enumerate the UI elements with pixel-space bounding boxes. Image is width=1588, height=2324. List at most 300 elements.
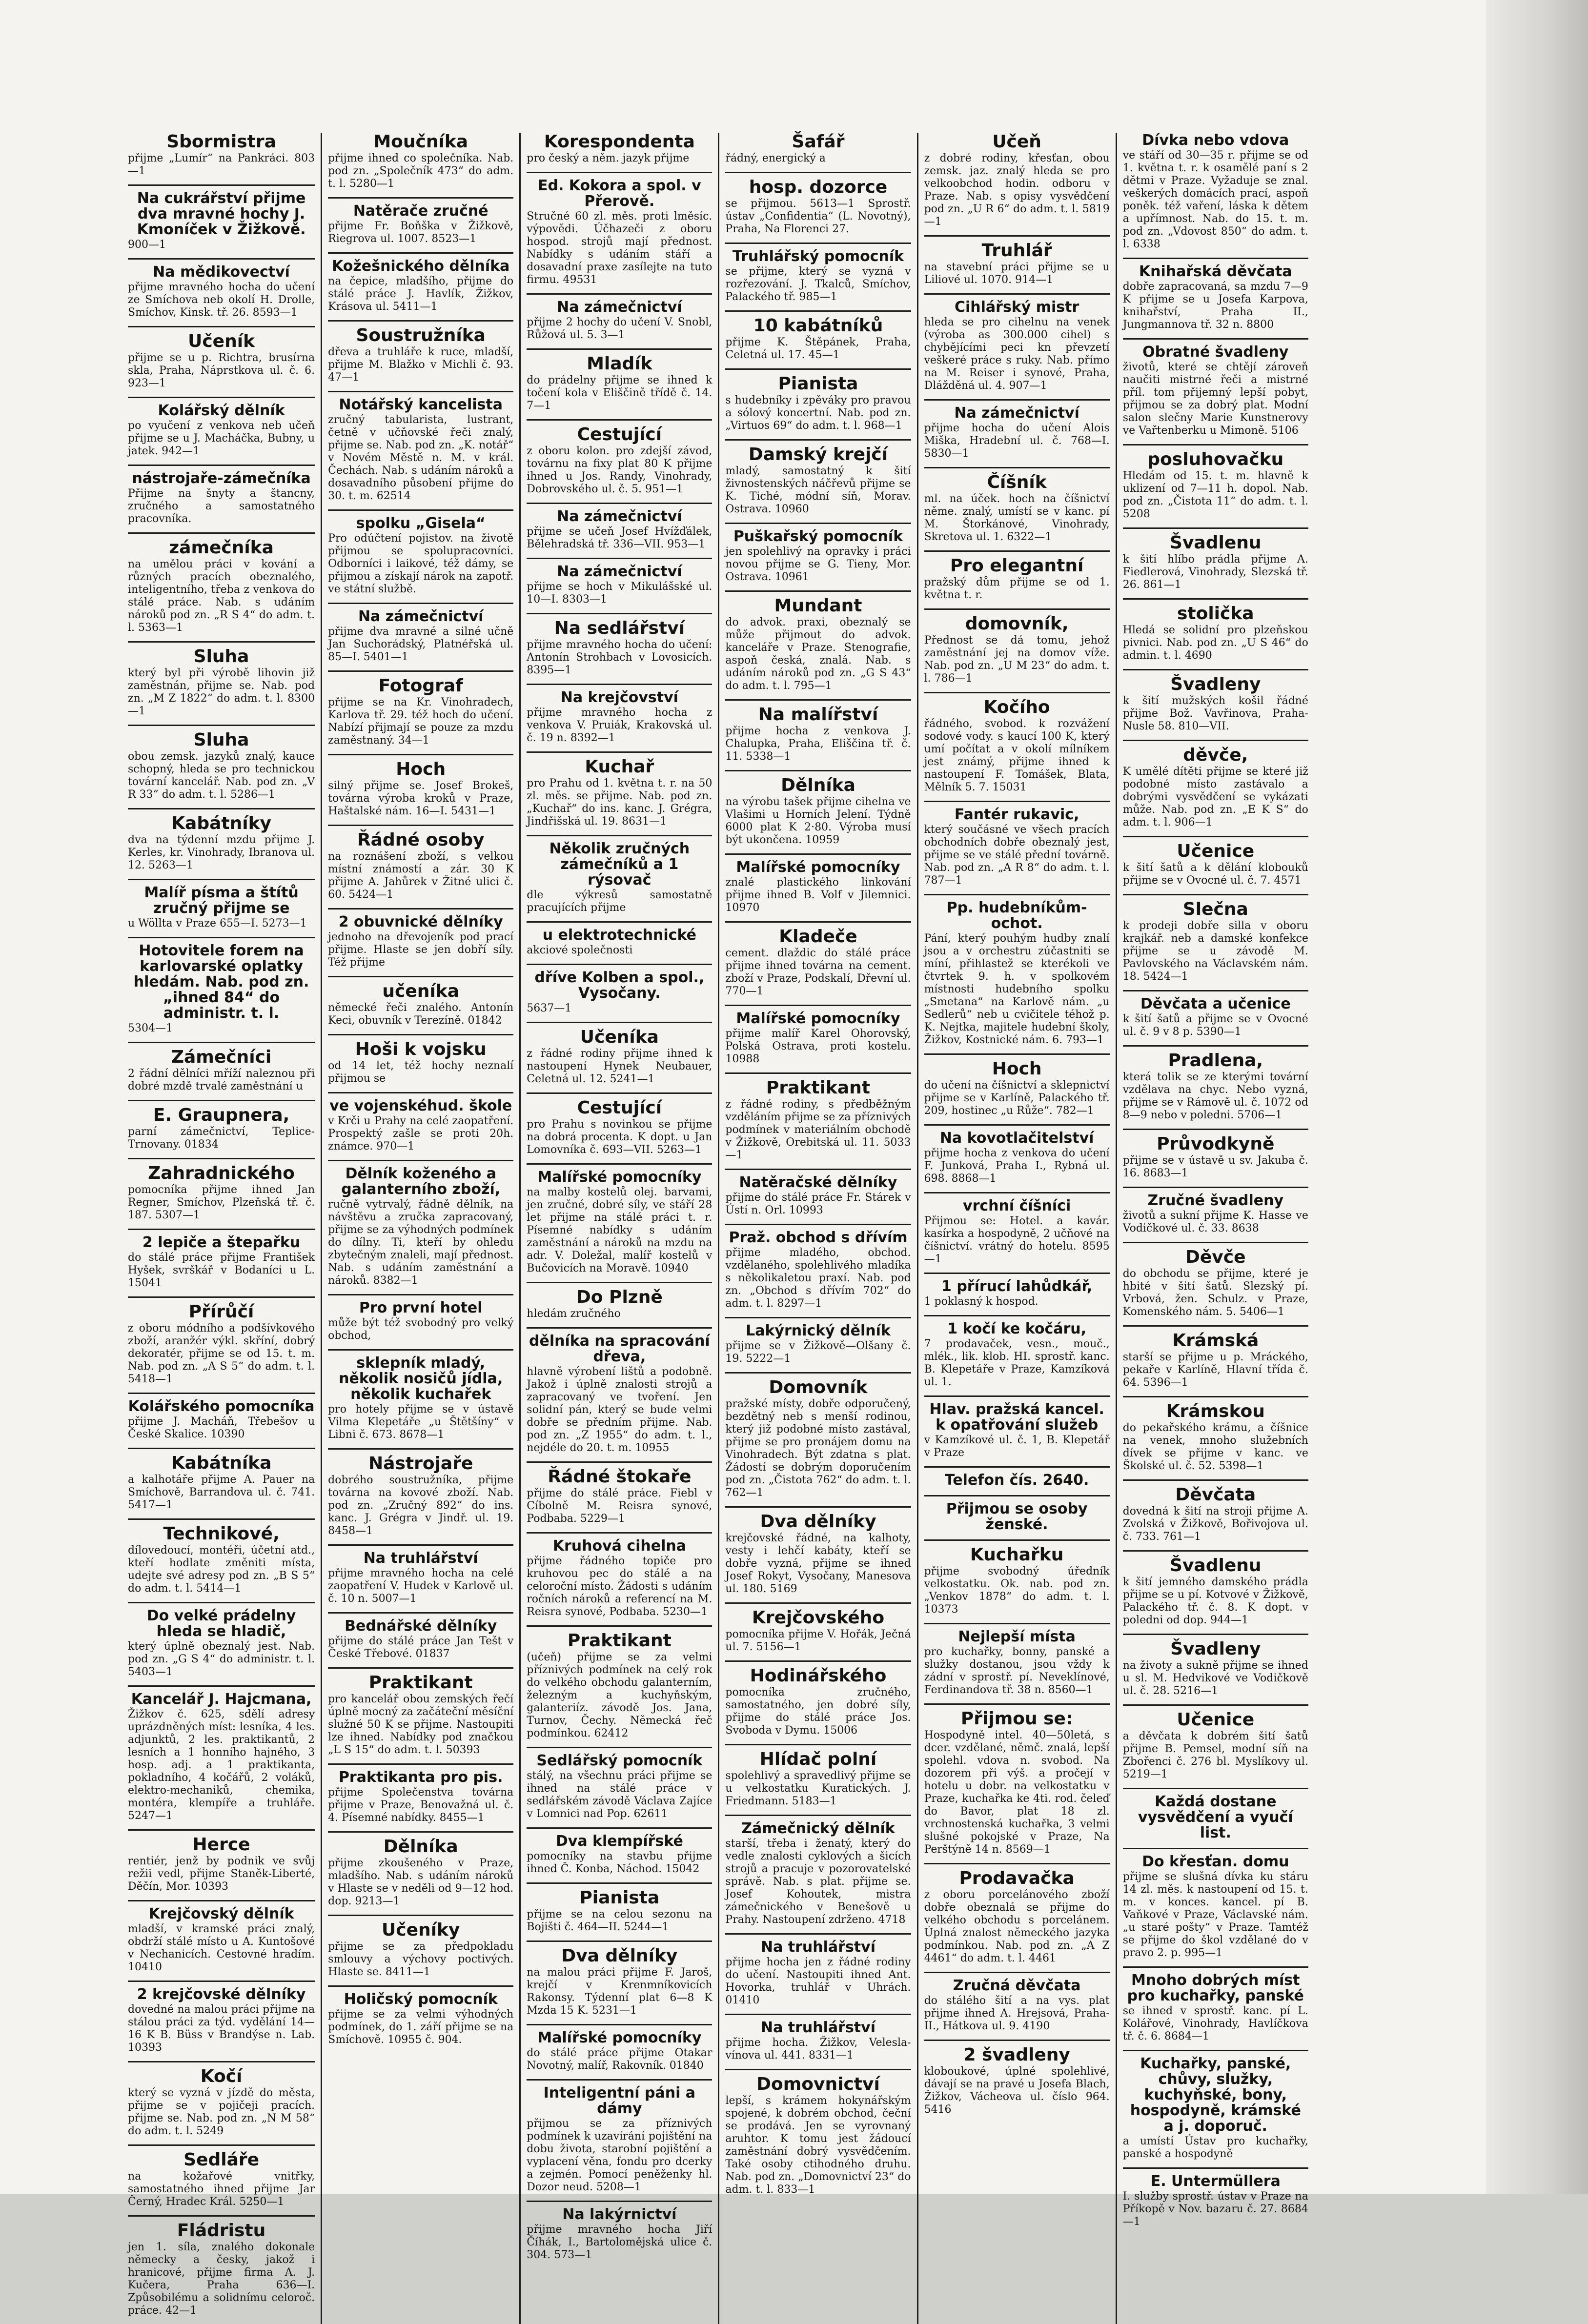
classified-ad [128, 943, 315, 1035]
ad-body: který byl při výrobě lihovin již zaměstnán, přijme se. Nab. pod zn. „M Z 1822“ do adm. t. l. 8300—1 [128, 667, 315, 717]
classified-ad [328, 1770, 513, 1824]
ad-body: přijme mravného hocha do učení ze Smíchova neb okolí H. Drolle, Smíchov, Kinsk. tř. 26. 8593—1 [128, 281, 315, 319]
ad-heading: Knihařská děvčata [1139, 263, 1292, 280]
ad-divider [1123, 836, 1308, 837]
ad-body: na kožařové vnitřky, samostatného ihned přijme Jar Černý, Hradec Král. 5250—1 [128, 2170, 315, 2208]
classified-ad [128, 1454, 315, 1512]
ad-divider [328, 825, 513, 826]
classified-ad [725, 597, 911, 692]
ad-divider [128, 641, 315, 643]
ad-heading: Učeníka [580, 1027, 659, 1047]
ad-divider [527, 1022, 712, 1023]
classified-ad [924, 473, 1110, 544]
ad-body: přijme malíř Karel Ohorovský, Polská Ostrava, proti kostelu. 10988 [725, 1028, 911, 1065]
ad-heading: Švadlenu [1170, 1556, 1262, 1576]
ad-body: přijme hocha z venkova do učení F. Junková, Praha I., Rybná ul. 698. 8868—1 [924, 1147, 1110, 1185]
ad-heading: 2 krejčovské dělníky [137, 1986, 306, 2003]
classified-ad [1123, 1051, 1308, 1122]
classified-ad [128, 191, 315, 251]
ad-heading: Malířské pomocníky [736, 1010, 900, 1027]
ad-body: dřeva a truhláře k ruce, mladší, přijme M. Blažko v Michli č. 93. 47—1 [328, 346, 514, 384]
ad-heading: Přírůčí [188, 1302, 254, 1322]
classified-ad [1123, 1794, 1308, 1841]
ad-heading: Učeník [188, 331, 255, 351]
ad-divider [924, 1863, 1110, 1864]
ad-heading: Několik zručných zámečníků a 1 rýsovač [549, 840, 690, 889]
ad-body: a děvčata k dobrém šití šatů přijme B. Pemsel, modní síň na Zbořenci č. 276 bl. Myslíkovy ul. 5219—1 [1122, 1730, 1308, 1780]
ad-heading: Sedlářský pomocník [536, 1752, 703, 1769]
ad-body: k prodeji dobře silla v oboru krajkář. neb a damské konfekce přijme se u závodě M. Pavlovského na Václavském nám. 18. 5424—1 [1122, 920, 1308, 983]
ad-body: jednoho na dřevojeník pod prací přijme. Hlaste se jen dobří síly. Též přijme [328, 931, 514, 969]
ad-body: na malby kostelů olej. barvami, jen zručné, dobré síly, ve stáří 28 let přijme na stálé práci t. r. Písemné nabídky s udáním zaměstnání a nároků na mzdu na adr. V. Doležal, malíř kostelů v Bučovicích na Moravě. 10940 [527, 1186, 713, 1274]
ad-divider [128, 879, 315, 880]
ad-heading: Kuchařku [970, 1545, 1064, 1565]
ad-body: přijme J. Macháň, Třebešov u České Skalice. 10390 [128, 1415, 315, 1440]
ad-heading: Na lakýrnictví [562, 2206, 677, 2223]
ad-body: přijme mladého, obchod. vzdělaného, spolehlivého mladíka s několikaletou praxí. Nab. pod zn. „Obchod s dřívím 702“ do adm. t. l. 8297—1 [725, 1247, 911, 1310]
ad-heading: děvče, [1183, 745, 1248, 765]
ad-body: znalé plastického linkování přijme ihned B. Volf v Jilemnici. 10970 [725, 876, 911, 914]
ad-body: se přijmou. 5613—1 Sprostř. ústav „Confidentia“ (L. Novotný), Praha, Na Florenci 27. [725, 198, 911, 235]
classified-ad [725, 1750, 911, 1808]
ad-heading: Na krejčovství [560, 689, 678, 706]
ad-divider [924, 1623, 1110, 1624]
ad-divider [1123, 990, 1308, 991]
classified-ad [924, 1629, 1110, 1697]
ad-heading: stolička [1177, 604, 1254, 624]
classified-ad [725, 1230, 911, 1310]
classified-ad [128, 1987, 315, 2054]
ad-body: řádný, energický a [725, 152, 826, 164]
classified-ad [1123, 605, 1308, 662]
ad-divider [328, 509, 513, 511]
ad-divider [725, 1506, 911, 1508]
ad-body: dobře zapracovaná, sa mzdu 7—9 K přijme se u Josefa Karpova, knihařství, Praha II., Jungmannova tř. 32 n. 8800 [1122, 281, 1308, 331]
ad-body: Pro odúčtení pojistov. na životě přijmou se spolupracovníci. Odborníci i laikové, též dámy, se přijmou a získají nárok na zapotř. ve státní službě. [328, 532, 514, 595]
ad-divider [328, 1831, 513, 1833]
ad-divider [924, 550, 1110, 552]
ad-body: přijme dva mravné a silné učně Jan Suchorádský, Platnéřská ul. 85—I. 5401—1 [328, 626, 514, 663]
ad-body: z oboru porcelánového zboží dobře obeznalá se přijme do velkého obchodu s porcelánem. Úplná znalost německého jazyka podmínkou. Nab. pod zn. „A Z 4461“ do adm. t. l. 4461 [924, 1889, 1110, 1964]
ad-heading: Malíř písma a štítů zručný přijme se [144, 884, 299, 917]
ad-heading: Kabátníka [171, 1453, 272, 1473]
classified-ad [924, 1978, 1110, 2033]
ad-divider [1123, 1966, 1308, 1968]
classified-ad [725, 776, 911, 847]
ad-heading: Kuchař [585, 757, 654, 777]
ad-heading: Cihlářský mistr [954, 299, 1079, 316]
ad-heading: Na zámečnictví [557, 299, 682, 316]
ad-body: K umělé dítěti přijme se které již podobné místo zastávalo a dobrými vysvědčení se vykázati může. Nab. pod zn. „E K S“ do adm. t. l. 906—1 [1122, 766, 1308, 829]
ad-heading: Přijmou se osoby ženské. [946, 1500, 1088, 1533]
ad-divider [527, 751, 712, 753]
classified-ad [1123, 1248, 1308, 1318]
classified-ad [328, 677, 513, 747]
classified-ad [527, 1028, 712, 1086]
classified-ad [924, 405, 1110, 460]
ad-body: spolehlivý a spravedlivý přijme se u velkostatku Kuratických. J. Friedmann. 5183—1 [725, 1770, 911, 1807]
ad-divider [725, 1602, 911, 1604]
ad-body: přijme Společenstva továrna přijme v Praze, Benovažná ul. č. 4. Písemné nabídky. 8455—1 [328, 1786, 514, 1824]
ad-body: přijme K. Štěpánek, Praha, Celetná ul. 17. 45—1 [725, 336, 911, 361]
classified-ad [328, 1455, 513, 1537]
ad-body: do pekařského krámu, a číšnice na venek, mnoho služebních dívek se přijme v kanc. ve Školské ul. č. 52. 5398—1 [1122, 1422, 1308, 1472]
classified-ad [128, 2222, 315, 2317]
classified-ad [527, 178, 712, 286]
ad-divider [725, 1169, 911, 1170]
ad-divider [128, 1296, 315, 1298]
ad-body: po vyučení z venkova neb učeň přijme se u J. Macháčka, Bubny, u jatek. 942—1 [128, 420, 315, 457]
classified-ad [527, 564, 712, 606]
ad-heading: Řádné osoby [357, 830, 485, 850]
ad-body: přijme se slušná dívka ku stáru 14 zl. měs. k nastoupení od 15. t. m. v konces. kancel. pí B. Vaňkové v Praze, Václavské nám. „u staré pošty“ v Praze. Tamtéž se přijme do škol vzdělané do v pravo 2. p. 995—1 [1122, 1871, 1308, 1959]
ad-divider [725, 2069, 911, 2070]
ad-divider [527, 293, 712, 295]
ad-heading: Mnoho dobrých míst pro kuchařky, panské [1127, 1972, 1304, 2004]
ad-body: přijme hocha jen z řádné rodiny do učení. Nastoupiti ihned Ant. Hovorka, truhlář v Uhrách. 01410 [725, 1956, 911, 2006]
ad-heading: Kožešnického dělníka [332, 258, 510, 275]
classified-ad [924, 1473, 1110, 1488]
ad-divider [328, 1092, 513, 1093]
ad-divider [328, 1915, 513, 1916]
ad-heading: Praktikant [567, 1631, 672, 1651]
ad-body: k šití šatů a k dělání klobouků přijme se v Ovocné ul. č. 7. 4571 [1122, 862, 1308, 887]
ad-body: přijme mravného hocha Jiří Číhák, I., Bartolomějská ulice č. 304. 573—1 [527, 2223, 713, 2261]
classified-ad [527, 758, 712, 828]
ad-body: přijme se učeň Josef Hvížďálek, Bělehradská tř. 336—VII. 953—1 [527, 525, 713, 550]
ad-heading: Průvodkyně [1157, 1134, 1275, 1154]
ad-body: starší, třeba i ženatý, který do vedle znalosti cyklových a šicích strojů a pracuje v pozorovatelské správě. Nab. s plat. přijme se. Josef Kohoutek, mistra zámečnického v Benešově u Prahy. Nastoupení zdrženo. 4718 [725, 1838, 911, 1926]
ad-divider [527, 1163, 712, 1165]
ad-heading: Každá dostane vysvědčení a vyučí list. [1138, 1793, 1293, 1841]
ad-divider [128, 326, 315, 327]
ad-heading: Dva klempířské [555, 1833, 683, 1850]
classified-ad [924, 615, 1110, 685]
ad-heading: Herce [192, 1835, 250, 1855]
classified-ad [725, 706, 911, 763]
ad-heading: Dělníka [383, 1837, 458, 1857]
ad-body: přijme do stálé práce Jan Tešt v České Třebové. 01837 [328, 1635, 514, 1660]
ad-heading: dělníka na spracování dřeva, [529, 1333, 710, 1365]
ad-heading: Ed. Kokora a spol. v Přerově. [538, 177, 701, 210]
ad-body: životů, které se chtějí zároveň naučiti mistrné řeči a mistrné příl. tom přijemný lepší pobyt, přijmou se za dobrý plat. Modní salon slečny Marie Kunstnerovy ve Vařtenberku u Mimoně. 5106 [1122, 361, 1308, 437]
ad-divider [725, 1815, 911, 1816]
ad-body: do učení na číšnictví a sklepnictví přijme se v Karlíně, Palackého tř. 209, hostinec „u Růže“. 782—1 [924, 1079, 1110, 1117]
ad-divider [328, 1612, 513, 1614]
ad-divider [725, 439, 911, 441]
ad-heading: Technikové, [163, 1524, 280, 1544]
classified-ad [328, 1674, 513, 1757]
classified-ad [328, 1921, 513, 1979]
classified-ad [924, 1131, 1110, 1185]
ad-divider [924, 1539, 1110, 1541]
classified-ad [328, 760, 513, 818]
ad-body: do stálé práce přijme Otakar Novotný, malíř, Rakovník. 01840 [527, 2047, 713, 2072]
ad-body: do prádelny přijme se ihned k točení kola v Eliščině třídě č. 14. 7—1 [527, 374, 713, 412]
ad-divider [1123, 444, 1308, 445]
ad-body: který se vyzná v jízdě do města, přijme se v pojičeji pracích. přijme se. Nab. pod zn. „N M 58“ do adm. t. l. 5249 [128, 2087, 315, 2137]
ad-heading: Kolářského pomocníka [128, 1398, 315, 1415]
ad-divider [128, 937, 315, 938]
ad-body: I. služby sprostř. ústav v Praze na Příkopě v Nov. bazaru č. 27. 8684—1 [1122, 2190, 1308, 2228]
classified-ad [328, 982, 513, 1027]
ad-body: zručný tabularista, lustrant, četně v učňovské řeči znalý, přijme se. Nab. pod zn. „K. notář“ v Novém Městě n. M. v král. Čechách. Nab. s udáním nároků a dosavadního působení přijme do 30. t. m. 62514 [328, 414, 514, 502]
ad-heading: Řádné štokaře [548, 1467, 692, 1487]
ad-divider [924, 2040, 1110, 2041]
ad-divider [527, 1327, 712, 1329]
ad-divider [527, 172, 712, 173]
ad-divider [924, 1972, 1110, 1973]
ad-heading: Zručná děvčata [953, 1977, 1081, 1994]
classified-ad [328, 1838, 513, 1908]
ad-body: německé řeči znalého. Antonín Keci, obuvník v Terezíně. 01842 [328, 1002, 514, 1027]
ad-heading: Praktikant [368, 1673, 473, 1693]
classified-ad [527, 1538, 712, 1618]
ad-body: cement. dlaždic do stálé práce přijme ihned továrna na cement. zboží v Praze, Podskalí, Dřevní ul. 770—1 [725, 947, 911, 997]
ad-body: na životy a sukně přijme se ihned u sl. M. Hedvikové ve Vodičkově ul. č. 28. 5216—1 [1122, 1659, 1308, 1697]
ad-heading: E. Untermüllera [1150, 2173, 1281, 2190]
ad-divider [527, 835, 712, 836]
classified-ad [1123, 1486, 1308, 1543]
classified-ad [527, 1288, 712, 1320]
classified-ad [1123, 900, 1308, 983]
classified-ad [725, 1323, 911, 1365]
ad-divider [1123, 1187, 1308, 1188]
ad-heading: Kočího [983, 697, 1050, 717]
classified-ad [527, 841, 712, 914]
classified-ad [924, 807, 1110, 887]
ad-divider [1123, 598, 1308, 600]
ad-body: pro český a něm. jazyk přijme [527, 152, 690, 164]
ad-heading: dříve Kolben a spol., Vysočany. [534, 969, 705, 1002]
ad-body: pomocníka přijme V. Hořák, Ječná ul. 7. 5156—1 [725, 1628, 911, 1653]
ad-body: dovedná k šití na stroji přijme A. Zvolská v Žižkově, Bořivojova ul. č. 733. 761—1 [1122, 1505, 1308, 1543]
ad-divider [527, 2024, 712, 2025]
ad-heading: Do křesťan. domu [1142, 1853, 1289, 1870]
ad-heading: Fládristu [177, 2221, 266, 2241]
classified-ad [1123, 746, 1308, 829]
classified-ad [725, 133, 911, 165]
classified-ad [1123, 1402, 1308, 1473]
classified-ad [328, 259, 513, 313]
ad-divider [328, 1448, 513, 1450]
ad-heading: E. Graupnera, [153, 1105, 290, 1125]
classified-ad [924, 1402, 1110, 1459]
ad-heading: Hoši k vojsku [355, 1039, 487, 1059]
ad-divider [725, 590, 911, 592]
ad-divider [725, 853, 911, 855]
ad-divider [725, 921, 911, 923]
ad-heading: Praktikanta pro pis. [338, 1769, 503, 1786]
ad-body: mladý, samostatný k šití živnostenských náčřevů přijme se K. Tiché, módní síň, Morav. Ostrava. 10960 [725, 465, 911, 515]
classified-ad [725, 1378, 911, 1499]
ad-body: přijme svobodný úředník velkostatku. Ok. nab. pod zn. „Venkov 1878“ do adm. t. l. 10373 [924, 1565, 1110, 1616]
ad-divider [527, 1827, 712, 1829]
ad-divider [1123, 1634, 1308, 1635]
ad-body: přijme se za velmi výhodných podmínek, do 1. září přijme se na Smíchově. 10955 č. 904. [328, 2008, 514, 2046]
ad-divider [128, 1100, 315, 1101]
ad-heading: Švadleny [1170, 674, 1261, 694]
classified-ad [725, 860, 911, 914]
ad-body: mladší, v kramské práci znalý, obdrží stálé místo u A. Kuntošové v Nechanicích. Cestovné hradím. 10410 [128, 1923, 315, 1973]
ad-heading: Praktikant [766, 1078, 870, 1098]
ad-divider [328, 1294, 513, 1295]
ad-divider [924, 608, 1110, 610]
ad-body: parní zámečnictví, Teplice-Trnovany. 01834 [128, 1126, 315, 1151]
classified-ad [1123, 1193, 1308, 1235]
ad-divider [725, 523, 911, 524]
ad-divider [725, 172, 911, 173]
classified-ad [527, 1099, 712, 1156]
ad-body: přijmou se za příznivých podmínek k uzavírání pojištění na dobu života, starobní pojištění a vyplacení věna, fondu pro dcerky a zejmén. Pomocí peněženky hl. Dozor neud. 5208—1 [527, 2118, 713, 2193]
classified-ad [1123, 133, 1308, 251]
ad-body: kloboukové, úplné spolehlivé, dávají se na pravé u Josefa Blach, Žižkov, Vácheova ul. číslo 964. 5416 [924, 2065, 1110, 2116]
ad-body: životů a sukní přijme K. Hasse ve Vodičkové ul. č. 33. 8638 [1122, 1210, 1308, 1234]
ad-heading: Na zámečnictví [954, 404, 1079, 422]
ad-body: přijme do stálé práce. Fiebl v Cíbolně M. Reisra synové, Podbaba. 5229—1 [527, 1487, 713, 1525]
ad-divider [527, 1940, 712, 1942]
ad-divider [1123, 1045, 1308, 1047]
classified-ad [128, 133, 315, 178]
ad-body: 900—1 [128, 239, 166, 251]
classified-ad [725, 317, 911, 362]
ad-heading: 2 lepiče a štepařku [142, 1234, 301, 1251]
ad-heading: Děvče [1185, 1247, 1246, 1267]
ad-heading: Učenice [1177, 1710, 1255, 1730]
ad-divider [725, 1372, 911, 1374]
ad-heading: Kolářský dělník [158, 402, 285, 419]
ad-divider [328, 670, 513, 672]
ad-divider [924, 467, 1110, 468]
ad-body: dobrého soustružníka, přijme továrna na kovové zboží. Nab. pod zn. „Zručný 892“ do ins. kanc. J. Grégra v Jindř. ul. 19. 8458—1 [328, 1474, 514, 1537]
classified-ad [527, 2030, 712, 2072]
classified-ad [725, 1940, 911, 2007]
ad-heading: Bednářské dělníky [345, 1617, 497, 1635]
ad-heading: Šafář [792, 132, 845, 152]
ad-divider [128, 184, 315, 186]
ad-heading: Na sedlářství [554, 618, 685, 638]
ad-divider [527, 419, 712, 421]
ad-heading: Na kovotlačitelství [939, 1130, 1094, 1147]
classified-ad [527, 1753, 712, 1820]
ad-heading: ve vojenskéhud. škole [329, 1097, 512, 1114]
classified-ad [1123, 1640, 1308, 1698]
ad-heading: Domovnictví [756, 2074, 880, 2094]
ad-heading: Nejlepší místa [958, 1628, 1076, 1645]
classified-ad [328, 1300, 513, 1342]
ad-heading: Na zámečnictví [557, 563, 682, 580]
ad-heading: Hlídač polní [759, 1749, 877, 1769]
classified-ad [328, 1992, 513, 2046]
ad-heading: Kruhová cihelna [552, 1537, 686, 1555]
ad-heading: Kabátníky [171, 813, 271, 833]
classified-ad [1123, 1135, 1308, 1180]
ad-body: k šití hlíbo prádla přijme A. Fiedlerová, Vinohrady, Slezská tř. 26. 861—1 [1122, 553, 1308, 591]
ad-body: který úplně obeznalý jest. Nab. pod zn. „G S 4“ do administr. t. l. 5403—1 [128, 1640, 315, 1678]
classified-ad [1123, 996, 1308, 1038]
classified-ad [328, 609, 513, 664]
ad-divider [328, 391, 513, 392]
ad-body: hledám zručného [527, 1308, 621, 1320]
ad-heading: Krámská [1172, 1331, 1259, 1351]
ad-body: pro Prahu od 1. května t. r. na 50 zl. měs. se přijme. Nab. pod zn. „Kuchař“ do ins. kanc. J. Grégra, Jindřišská ul. 19. 8631—1 [527, 777, 713, 828]
ad-divider [1123, 338, 1308, 340]
ad-body: k šití jemného damského prádla přijme se u pí. Kotvové v Žižkově, Palackého tř. č. 8. K dopt. v poledni od dop. 944—1 [1122, 1576, 1308, 1626]
classified-ad [924, 698, 1110, 794]
ad-heading: Dva dělníky [760, 1512, 876, 1532]
ad-body: na umělou práci v kování a různých pracích obeznalého, inteligentního, třeba z venkova do stálé práce. Nab. s udáním nároků pod zn. „R S 4“ do adm. t. l. 5363—1 [128, 558, 315, 634]
ad-heading: Pp. hudebníkům-ochot. [946, 899, 1087, 932]
ad-body: hlavně výrobení lištů a podobně. Jakož i úplně znalosti strojů a zapracovaný ve tvoření. Jen solidní pán, který se bude velmi dobře se předním přijme. Nab. pod zn. „Z 1955“ do adm. t. l., nejdéle do 20. t. m. 10955 [527, 1366, 713, 1454]
classified-ad [128, 1836, 315, 1893]
ad-heading: Kuchařky, panské, chůvy, služky, kuchyňské, bony, hospodyně, krámské a j. doporuč. [1130, 2055, 1301, 2135]
classified-ad [328, 1040, 513, 1085]
ad-heading: Natěračské dělníky [739, 1174, 897, 1191]
ad-heading: Puškařský pomocník [733, 528, 903, 545]
classified-ad [328, 831, 513, 901]
classified-ad [128, 1692, 315, 1822]
classified-ad [527, 1889, 712, 1934]
ad-divider [1123, 1396, 1308, 1397]
ad-divider [924, 801, 1110, 802]
ad-body: Přijmou se: Hotel. a kavár. kasírka a hospodyně, 2 učňové na číšnictví. vrátný do hotelu. 8595—1 [924, 1215, 1110, 1265]
ad-heading: Hlav. pražská kancel. k opatřování služeb [929, 1401, 1104, 1434]
ad-body: Žižkov č. 625, sdělí adresy uprázdněných míst: lesníka, 4 les. adjunktů, 2 les. praktikantů, 2 lesních a 1 honního hajného, 3 hosp. adj. a 1 praktikanta, pokladního, 4 kočářů, 2 voláků, elektro-mechaniků, chemika, montéra, klempíře a truhláře. 5247—1 [128, 1708, 315, 1822]
ad-heading: Kočí [200, 2066, 243, 2086]
ad-divider [527, 964, 712, 965]
ad-divider [527, 503, 712, 504]
ad-body: přijme řádného topiče pro kruhovou pec do stálé a na celoroční místo. Žádosti s udáním ročních nároků a referencí na M. Reisra synové, Podbaba. 5230—1 [527, 1555, 713, 1618]
ad-heading: Korespondenta [544, 132, 695, 152]
ad-body: ml. na úček. hoch na číšnictví něme. znalý, umístí se v kanc. pí M. Štorkánové, Vinohrady, Skretova ul. 1. 6322—1 [924, 493, 1110, 543]
ad-column [321, 133, 519, 2324]
ad-divider [725, 1072, 911, 1074]
ad-body: a kalhotáře přijme A. Pauer na Smíchově, Barrandova ul. č. 741. 5417—1 [128, 1474, 315, 1511]
ad-body: jen 1. síla, znalého dokonale německy a česky, jakož i hranicové, přijme firma A. J. Kučera, Praha 636—I. Způsobilému a solidnímu celoroč. práce. 42—1 [128, 2241, 315, 2317]
ad-body: dle výkresů samostatně pracujících přijme [527, 889, 713, 914]
ad-body: řádného, svobod. k rozvážení sodové vody. s kaucí 100 K, který umí počítat a v okolí mílníkem jest známý, přijme ihned k nastoupení F. Tomášek, Blata, Mělník 5. 7. 15031 [924, 718, 1110, 793]
ad-divider [924, 399, 1110, 401]
ad-heading: Pradlena, [1168, 1051, 1263, 1071]
classified-ad [128, 885, 315, 930]
ad-heading: Děvčata a učenice [1140, 995, 1291, 1012]
classified-ad [328, 516, 513, 596]
ad-body: Hledá se solidní pro plzeňskou pivnici. Nab. pod zn. „U S 46“ do admin. t. l. 4690 [1122, 624, 1308, 662]
ad-heading: Truhlářský pomocník [732, 248, 904, 265]
classified-ad [527, 1468, 712, 1525]
ad-body: z řádné rodiny přijme ihned k nastoupení Hynek Neubauer, Celetná ul. 12. 5241—1 [527, 1048, 713, 1085]
ad-heading: Dívka nebo vdova [1142, 132, 1289, 149]
ad-heading: domovník, [965, 614, 1069, 634]
ad-divider [128, 1980, 315, 1982]
ad-heading: Fantér rukavic, [954, 806, 1079, 823]
classified-ad [527, 619, 712, 677]
ad-body: stálý, na všechnu práci přijme se ihned na stálé práce v sedlářském závodě Václava Zajíce v Lomnici nad Pop. 62611 [527, 1770, 713, 1820]
classified-ad [128, 1525, 315, 1595]
ad-body: pomocníky na stavbu přijme ihned Č. Konba, Náchod. 15042 [527, 1850, 713, 1875]
ad-body: na stavební práci přijme se u Liliové ul. 1070. 914—1 [924, 261, 1110, 286]
ad-heading: Do Plzně [576, 1287, 663, 1307]
ad-divider [328, 1034, 513, 1035]
ad-divider [725, 770, 911, 771]
ad-heading: Kladeče [779, 927, 857, 947]
ad-body: pražské místy, dobře odporučený, bezdětný neb s menší rodinou, který již podobné místo zastával, přijme se pro pronájem domu na Vinohradech. Být zdatna s plat. Žádostí se dobrým doporučením pod zn. „Čistota 762“ do adm. t. l. 762—1 [725, 1398, 911, 1499]
ad-divider [128, 2144, 315, 2146]
ad-body: na čepice, mladšího, přijme do stálé práce J. Havlík, Žižkov, Krásova ul. 5411—1 [328, 275, 514, 313]
ad-body: přijme Fr. Boňška v Žižkově, Riegrova ul. 1007. 8523—1 [328, 220, 514, 245]
classified-ad [725, 529, 911, 584]
ad-divider [924, 1703, 1110, 1705]
